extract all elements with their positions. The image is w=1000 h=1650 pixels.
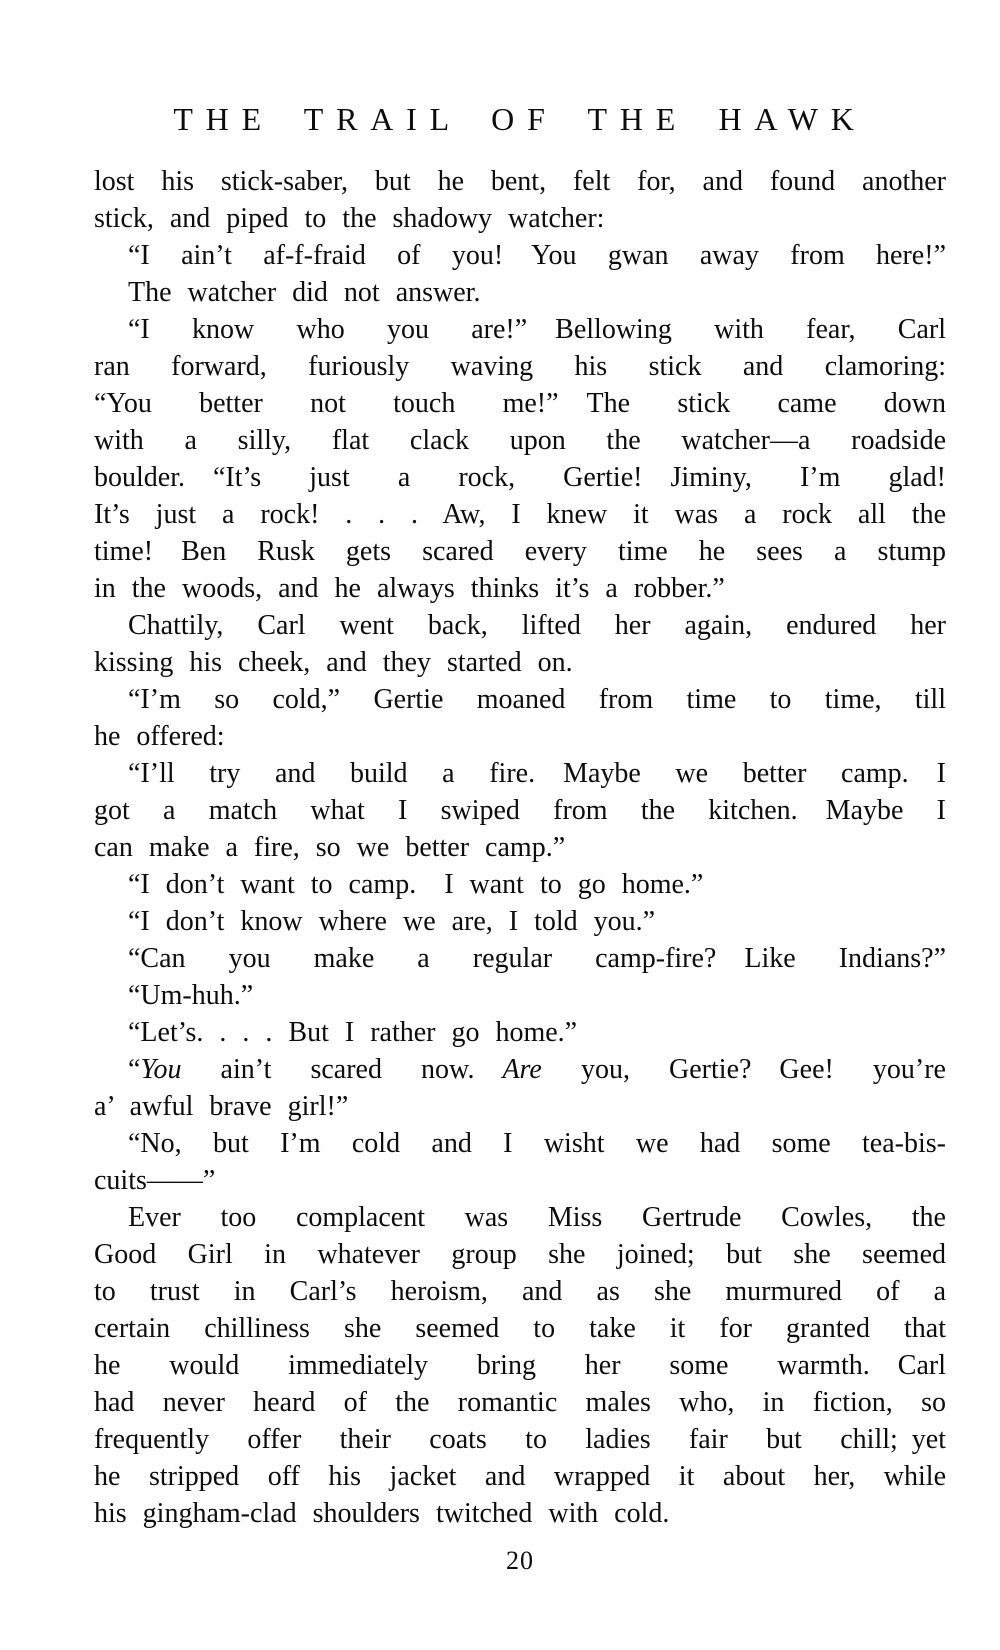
text-line: “I ain’t af-f-fraid of you! You gwan away from here!”: [128, 240, 946, 271]
page-number: 20: [506, 1546, 534, 1575]
text-line: [94, 1051, 946, 1088]
text-line: had never heard of the romantic males who, in fiction, so: [94, 1387, 946, 1418]
running-head: THE TRAIL OF THE HAWK: [173, 101, 867, 137]
text-line: certain chilliness she seemed to take it for granted that: [94, 1313, 946, 1344]
text-line: Good Girl in whatever group she joined; but she seemed: [94, 1239, 946, 1270]
text-line: “I don’t know where we are, I told you.”: [128, 906, 656, 937]
text-line: got a match what I swiped from the kitchen. Maybe I: [94, 795, 946, 826]
text-line: “I’ll try and build a fire. Maybe we better camp. I: [128, 758, 946, 789]
text-line: “Um-huh.”: [128, 980, 254, 1011]
italic-word: You: [140, 1054, 182, 1085]
text-line: can make a fire, so we better camp.”: [94, 832, 566, 863]
text-line: lost his stick-saber, but he bent, felt for, and found another: [94, 166, 946, 197]
text-line: he stripped off his jacket and wrapped it about her, while: [94, 1461, 946, 1492]
text-line: a’ awful brave girl!”: [94, 1091, 349, 1122]
text-line: he would immediately bring her some warmth. Carl: [94, 1350, 946, 1381]
text-line: boulder. “It’s just a rock, Gertie! Jiminy, I’m glad!: [94, 462, 946, 493]
text-line: “Can you make a regular camp-fire? Like Indians?”: [128, 943, 946, 974]
text-segment: ain’t scared now.: [181, 1054, 503, 1085]
text-line: his gingham-clad shoulders twitched with cold.: [94, 1498, 670, 1529]
text-line: “Let’s. . . . But I rather go home.”: [128, 1017, 578, 1048]
text-line: “I don’t want to camp. I want to go home.”: [128, 869, 704, 900]
text-line: cuits——”: [94, 1165, 216, 1196]
text-segment: you, Gertie? Gee! you’re: [541, 1054, 946, 1085]
text-line: he offered:: [94, 721, 225, 752]
body-text: [94, 163, 946, 1532]
text-line: “No, but I’m cold and I wisht we had some tea-bis-: [128, 1128, 946, 1159]
text-line: “You better not touch me!” The stick came down: [94, 388, 946, 419]
text-line: frequently offer their coats to ladies fair but chill; yet: [94, 1424, 946, 1455]
text-line: with a silly, flat clack upon the watcher—a roadside: [94, 425, 946, 456]
text-line: Ever too complacent was Miss Gertrude Cowles, the: [128, 1202, 946, 1233]
text-line: The watcher did not answer.: [128, 277, 481, 308]
text-line: “I’m so cold,” Gertie moaned from time to time, till: [128, 684, 946, 715]
italic-word: Are: [502, 1054, 542, 1085]
text-segment: “: [128, 1054, 141, 1085]
text-line: stick, and piped to the shadowy watcher:: [94, 203, 605, 234]
text-line: in the woods, and he always thinks it’s a robber.”: [94, 573, 725, 604]
text-line: ran forward, furiously waving his stick and clamoring:: [94, 351, 946, 382]
text-line: “I know who you are!” Bellowing with fear, Carl: [128, 314, 946, 345]
text-line: time! Ben Rusk gets scared every time he sees a stump: [94, 536, 946, 567]
text-line: It’s just a rock! . . . Aw, I knew it was a rock all the: [94, 499, 946, 530]
text-line: Chattily, Carl went back, lifted her again, endured her: [128, 610, 946, 641]
text-line: to trust in Carl’s heroism, and as she murmured of a: [94, 1276, 946, 1307]
text-line: kissing his cheek, and they started on.: [94, 647, 573, 678]
